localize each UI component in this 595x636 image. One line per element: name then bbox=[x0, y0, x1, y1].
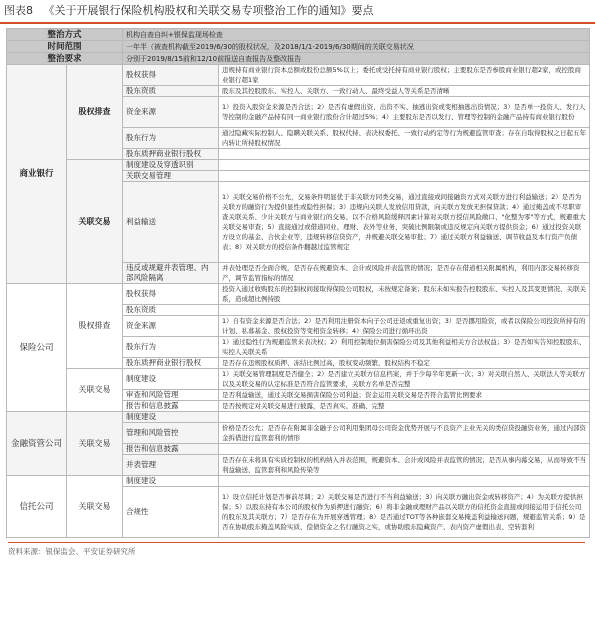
institution-asset-management: 金融资管公司 bbox=[7, 412, 67, 476]
item-description: 并表处理是否全面合规，是否存在规避资本、会计或风险并表监管的情况；是否存在借道相关附属机构，利用内部交易转移资产，调节监管指标的情况 bbox=[219, 263, 590, 284]
group-related-transactions: 关联交易 bbox=[67, 412, 123, 476]
item-description bbox=[219, 444, 590, 455]
item-description: 1）关联交易管理制度是否健全；2）是否建立关联方信息档案，并于少每半年更新一次；3）对关联自然人、关联法人等关联方以及关联交易的认定标准是否符合监管要求，关联方名单是否完整 bbox=[219, 369, 590, 390]
item-label: 资金来源 bbox=[123, 97, 219, 128]
group-related-transactions: 关联交易 bbox=[67, 476, 123, 538]
item-description: 1）设立信托计划是否事前尽调；2）关联交易是否进行不当利益输送；3）向关联方融出资金或转移资产；4）为关联方提供担保；5）以股东持有本公司的股权作为质押进行融资；6）将非金融或理财产品以关联方的信托资金直接或间接运用于信托公司的股东及其关联方；7）是否存在为开展穿透管理；8）是否通过TOT等各种嵌套交易掩盖利益输送问题，规避监管关系；9）是否在协助股东掩盖风险实质、偿债资金之名行融资之实，或协助股东隐藏资产、表内资产虚假出表、空转套利 bbox=[219, 487, 590, 538]
table-row bbox=[7, 65, 590, 86]
group-equity-check: 股权排查 bbox=[67, 65, 123, 160]
institution-commercial-bank: 商业银行 bbox=[7, 65, 67, 284]
header-value: 机构自查自纠+银保监现场检查 bbox=[123, 29, 590, 41]
header-label: 时间范围 bbox=[7, 41, 123, 53]
rectification-table bbox=[6, 28, 590, 538]
group-related-transactions: 关联交易 bbox=[67, 160, 123, 284]
item-label: 股东行为 bbox=[123, 128, 219, 149]
header-value: 一年半（被查机构截至2019/6/30的股权状况，及2018/1/1-2019/6/30期间的关联交易状况 bbox=[123, 41, 590, 53]
header-row-requirement bbox=[7, 53, 590, 65]
item-label: 股东资质 bbox=[123, 305, 219, 316]
item-label: 报告和信息披露 bbox=[123, 444, 219, 455]
institution-insurance-company: 保险公司 bbox=[7, 284, 67, 412]
item-label: 股东资质 bbox=[123, 86, 219, 97]
item-label: 股权获得 bbox=[123, 65, 219, 86]
item-label: 制度建设 bbox=[123, 412, 219, 423]
item-description: 通过隐藏实际控制人、隐瞒关联关系、股权代持、表决权委托、一致行动约定等行为规避监管审查；存在自取得股权之日起五年内转让所持股权情况 bbox=[219, 128, 590, 149]
item-label: 违反或规避并表管理、内部风险隔离 bbox=[123, 263, 219, 284]
figure-title bbox=[0, 0, 595, 24]
item-label: 资金来源 bbox=[123, 316, 219, 337]
item-label: 利益输送 bbox=[123, 182, 219, 263]
item-label: 股东质押商业银行股权 bbox=[123, 149, 219, 160]
table-row bbox=[7, 476, 590, 487]
institution-trust-company: 信托公司 bbox=[7, 476, 67, 538]
item-description: 1）关联交易价格不公允，交易条件明显优于非关联方同类交易，通过直接或间接融资方式对关联方进行利益输送；2）是否为关联方的融资行为提供显性或隐性担保；3）违规向关联人发放信用贷款，向关联方发放无担保贷款；4）通过掩盖或不尽职审查关联关系、少计关联方与商业银行的交易、以不合格风险缓释因素计算对关联方授信风险敞口、"化整为零"等方式，规避重大关联交易审查；5）直接通过或借道同业、理财、表外等业务，突破比例限制或违反规定向关联方提供资金；6）通过投资关联方设立的基金、合伙企业等，违规转移信贷资产，并规避关联交易审批；7）通过关联方利益输送、调节收益及本行资产负债表；8）对关联方的授信条件翻越过监管规定 bbox=[219, 182, 590, 263]
item-description: 1）通过隐性行为规避监管来表决权；2）利用控制地位损害保险公司及其他利益相关方合法权益；3）是否如实告知控股股东、实控人关联关系 bbox=[219, 337, 590, 358]
item-description: 股东及其控股股东、实控人、关联方、一致行动人、最终受益人等关系是否清晰 bbox=[219, 86, 590, 97]
item-label: 股东质押商业银行股权 bbox=[123, 358, 219, 369]
item-description bbox=[219, 412, 590, 423]
figure-number: 图表8 bbox=[4, 4, 33, 17]
table-row bbox=[7, 369, 590, 390]
table-row bbox=[7, 160, 590, 171]
item-label: 管理和风险管控 bbox=[123, 423, 219, 444]
item-description bbox=[219, 149, 590, 160]
table-row bbox=[7, 284, 590, 305]
item-label: 关联交易管理 bbox=[123, 171, 219, 182]
item-label: 股权获得 bbox=[123, 284, 219, 305]
header-row-method bbox=[7, 29, 590, 41]
item-description bbox=[219, 305, 590, 316]
item-description: 是否存在违规股权质押、冻结比例过高，股权变动频繁，股权结构不稳定 bbox=[219, 358, 590, 369]
item-description bbox=[219, 171, 590, 182]
item-label: 并表管理 bbox=[123, 455, 219, 476]
item-description: 是否按规定对关联交易进行披露，是否真实、准确、完整 bbox=[219, 401, 590, 412]
header-row-time-range bbox=[7, 41, 590, 53]
header-label: 整治方式 bbox=[7, 29, 123, 41]
item-description: 价格是否公允；是否存在附属非金融子公司利用集团母公司资金优势开展与不良资产主业无关的类信贷投融资业务，通过内部资金拆借进行监管套利的情形 bbox=[219, 423, 590, 444]
item-label: 制度建设 bbox=[123, 369, 219, 390]
table-row bbox=[7, 412, 590, 423]
item-description: 投资入通过收购股东的控制权间接取得保险公司股权，未按规定备案；股东未如实报告控股股东、实控人及其变更情况、关联关系，造成超比例持股 bbox=[219, 284, 590, 305]
group-related-transactions: 关联交易 bbox=[67, 369, 123, 412]
header-label: 整治要求 bbox=[7, 53, 123, 65]
item-description: 1）投资入股资金来源是否合法；2）是否有虚假出资、出资不实、抽逃出资或变相抽逃出资情况；3）是否单一投资人、发行人等控制的金融产品持有同一商业银行股份合计超过5%；4）主要股东是否以发行、管理等控制的金融产品持有商业银行股份 bbox=[219, 97, 590, 128]
item-description: 违规持有商业银行资本总额或股份总额5%以上；委托或受托持有商业银行股权；主要股东是否参股商业银行超2家，或控股商业银行超1家 bbox=[219, 65, 590, 86]
header-value: 分别于2019/8/15前和12/10前报送自查报告及整改报告 bbox=[123, 53, 590, 65]
item-description bbox=[219, 476, 590, 487]
item-label: 合规性 bbox=[123, 487, 219, 538]
item-label: 股东行为 bbox=[123, 337, 219, 358]
source-note: 资料来源：银保监会、平安证券研究所 bbox=[8, 542, 585, 557]
item-description bbox=[219, 160, 590, 171]
item-label: 审查和风险管理 bbox=[123, 390, 219, 401]
item-description: 是否存在未将具有实质控制权的机构纳入并表范围，规避资本、会计或风险并表监管的情况；是否从事内幕交易，从而导致不当利益输送、监管套利和风险传染等 bbox=[219, 455, 590, 476]
group-equity-check: 股权排查 bbox=[67, 284, 123, 369]
item-label: 制度建设及穿透识别 bbox=[123, 160, 219, 171]
item-description: 是否利益输送，通过关联交易损害保险公司利益；资金运用关联交易是否符合监管比例要求 bbox=[219, 390, 590, 401]
item-label: 报告和信息披露 bbox=[123, 401, 219, 412]
figure-title-text: 《关于开展银行保险机构股权和关联交易专项整治工作的通知》要点 bbox=[43, 4, 374, 17]
item-label: 制度建设 bbox=[123, 476, 219, 487]
item-description: 1）自有资金来源是否合法；2）是否利用注册资本向子公司迁返或重复出资；3）是否挪用险资，或者以保险公司投资所持有的计划、私募基金、股权投资等变相资金转移；4）保险公司进行循环出资 bbox=[219, 316, 590, 337]
